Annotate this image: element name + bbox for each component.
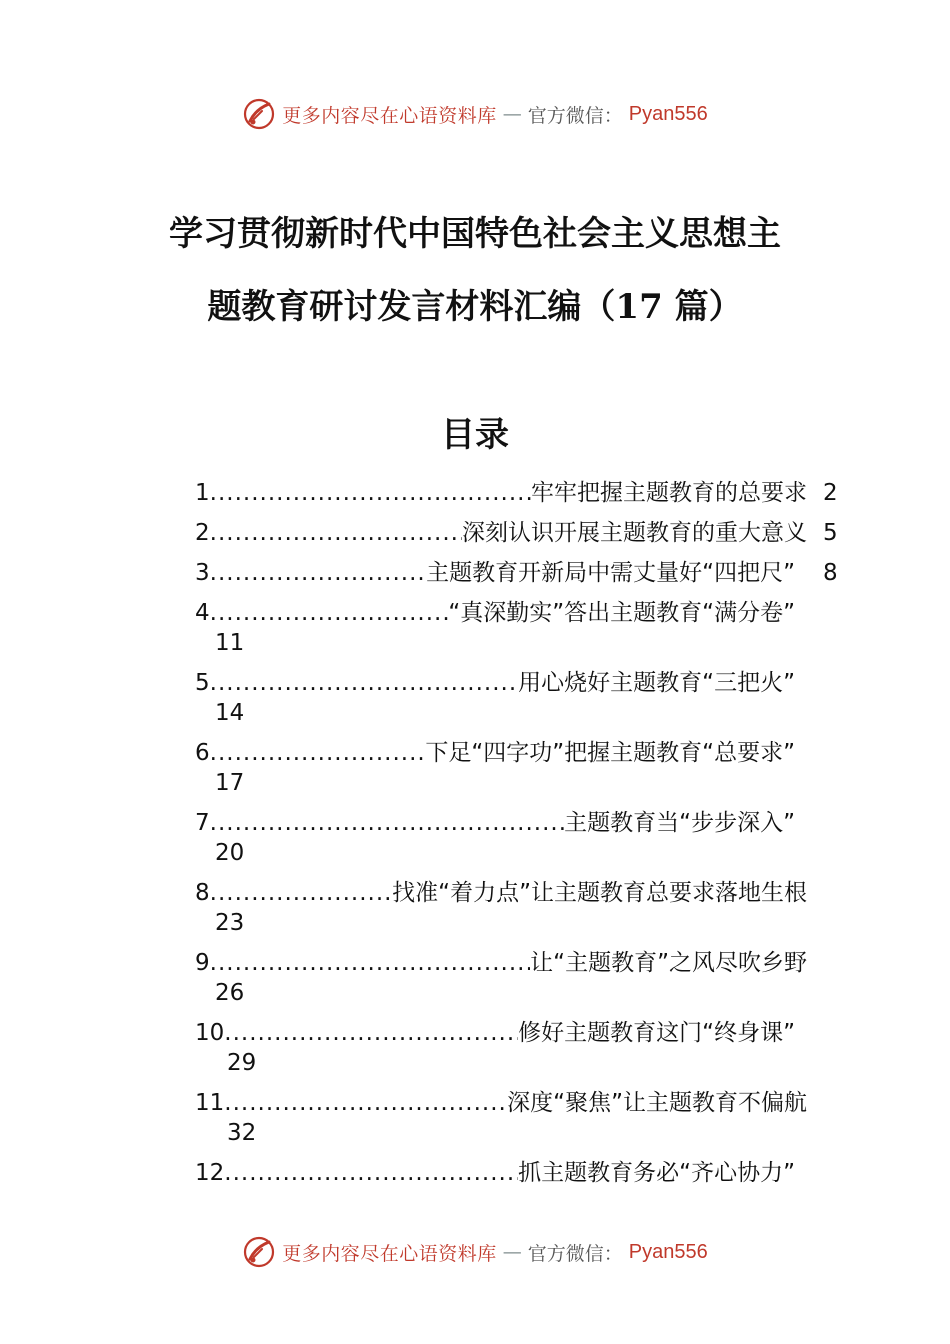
toc-leader-dots bbox=[210, 668, 519, 698]
toc-leader-dots bbox=[210, 478, 531, 508]
toc-entry[interactable] bbox=[195, 948, 845, 1018]
toc-entry-title: 抓主题教育务必“齐心协力” bbox=[518, 1160, 795, 1186]
toc-leader-dots bbox=[210, 738, 426, 768]
toc-leader-dots bbox=[210, 518, 462, 548]
toc-leader-dots bbox=[210, 808, 565, 838]
toc-entry[interactable] bbox=[195, 808, 845, 878]
toc-entry[interactable] bbox=[195, 1018, 845, 1088]
toc-entry-number: 9 bbox=[195, 950, 210, 976]
toc-entry-page: 11 bbox=[215, 630, 245, 656]
toc-entry[interactable] bbox=[195, 668, 845, 738]
toc-entry-title: “真深勤实”答出主题教育“满分卷” bbox=[448, 600, 795, 626]
table-of-contents bbox=[195, 478, 845, 1198]
toc-heading: 目录 bbox=[441, 415, 509, 455]
toc-leader-dots bbox=[210, 948, 531, 978]
toc-entry[interactable] bbox=[195, 598, 845, 668]
toc-entry-title: 修好主题教育这门“终身课” bbox=[518, 1020, 795, 1046]
banner-separator: — bbox=[502, 103, 522, 125]
toc-entry-title: 用心烧好主题教育“三把火” bbox=[518, 670, 795, 696]
toc-entry-number: 3 bbox=[195, 560, 210, 586]
toc-entry-title: 下足“四字功”把握主题教育“总要求” bbox=[425, 740, 795, 766]
toc-entry-number: 10 bbox=[195, 1020, 225, 1046]
banner-wechat-label: 官方微信： bbox=[527, 104, 623, 127]
toc-entry-number: 12 bbox=[195, 1160, 225, 1186]
banner-wechat-id: Pyan556 bbox=[628, 102, 708, 125]
toc-leader-dots bbox=[210, 878, 393, 908]
toc-entry-title: 让“主题教育”之风尽吹乡野 bbox=[530, 950, 807, 976]
document-title-line2: 题教育研讨发言材料汇编（17 篇） bbox=[207, 287, 743, 327]
toc-leader-dots bbox=[224, 1158, 518, 1188]
toc-entry[interactable] bbox=[195, 558, 845, 598]
toc-entry-page: 8 bbox=[823, 560, 838, 586]
document-title-line1: 学习贯彻新时代中国特色社会主义思想主 bbox=[169, 214, 781, 254]
toc-entry-number: 2 bbox=[195, 520, 210, 546]
toc-entry-page: 5 bbox=[823, 520, 838, 546]
toc-entry-number: 1 bbox=[195, 480, 210, 506]
toc-entry-number: 4 bbox=[195, 600, 210, 626]
footer-banner bbox=[0, 1234, 950, 1270]
toc-entry[interactable] bbox=[195, 518, 845, 558]
banner-separator: — bbox=[502, 1241, 522, 1263]
toc-leader-dots bbox=[210, 558, 427, 588]
toc-entry-number: 6 bbox=[195, 740, 210, 766]
banner-label: 更多内容尽在心语资料库 bbox=[282, 1242, 497, 1265]
toc-leader-dots bbox=[210, 598, 449, 628]
toc-entry-page: 14 bbox=[215, 700, 245, 726]
toc-entry[interactable] bbox=[195, 1158, 845, 1198]
toc-entry-number: 5 bbox=[195, 670, 210, 696]
toc-entry-number: 11 bbox=[195, 1090, 225, 1116]
toc-entry-title: 主题教育开新局中需丈量好“四把尺” bbox=[426, 560, 795, 586]
toc-entry-page: 2 bbox=[823, 480, 838, 506]
toc-entry-page: 26 bbox=[215, 980, 245, 1006]
toc-entry-title: 深刻认识开展主题教育的重大意义 bbox=[462, 520, 807, 546]
toc-entry-title: 找准“着力点”让主题教育总要求落地生根 bbox=[392, 880, 807, 906]
toc-entry-page: 20 bbox=[215, 840, 245, 866]
brush-logo-icon bbox=[242, 97, 276, 131]
toc-entry-page: 29 bbox=[227, 1050, 257, 1076]
toc-entry-page: 32 bbox=[227, 1120, 257, 1146]
banner-label: 更多内容尽在心语资料库 bbox=[282, 104, 497, 127]
toc-entry[interactable] bbox=[195, 1088, 845, 1158]
toc-leader-dots bbox=[224, 1018, 518, 1048]
toc-entry-title: 深度“聚焦”让主题教育不偏航 bbox=[507, 1090, 807, 1116]
banner-wechat-label: 官方微信： bbox=[527, 1242, 623, 1265]
toc-entry-title: 牢牢把握主题教育的总要求 bbox=[531, 480, 807, 506]
toc-entry-number: 8 bbox=[195, 880, 210, 906]
toc-entry-page: 23 bbox=[215, 910, 245, 936]
toc-entry[interactable] bbox=[195, 878, 845, 948]
toc-entry-title: 主题教育当“步步深入” bbox=[564, 810, 795, 836]
brush-logo-icon bbox=[242, 1235, 276, 1269]
toc-entry[interactable] bbox=[195, 478, 845, 518]
banner-wechat-id: Pyan556 bbox=[628, 1240, 708, 1263]
toc-leader-dots bbox=[224, 1088, 507, 1118]
toc-entry[interactable] bbox=[195, 738, 845, 808]
toc-entry-page: 17 bbox=[215, 770, 245, 796]
header-banner bbox=[0, 96, 950, 132]
toc-entry-number: 7 bbox=[195, 810, 210, 836]
